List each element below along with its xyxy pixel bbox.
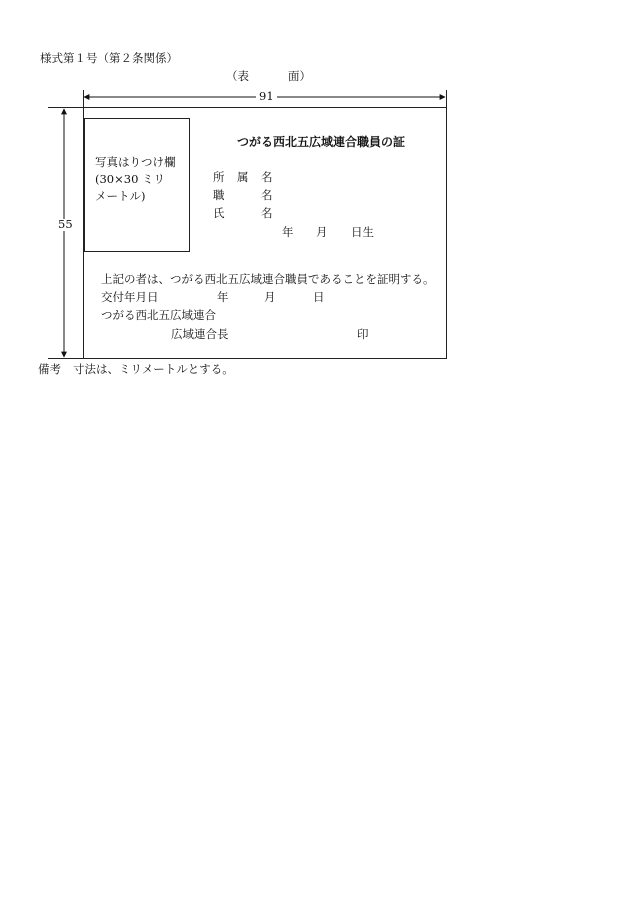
side-label-close: 面） <box>288 69 311 83</box>
photo-label-line2: (30×30 ミリ <box>95 172 166 186</box>
name-char-2: 名 <box>261 206 273 220</box>
seal-mark: 印 <box>357 327 369 341</box>
certification-text: 上記の者は、つがる西北五広域連合職員であることを証明する。 <box>101 272 435 286</box>
issuer-title: 広域連合長 <box>171 327 229 341</box>
form-number: 様式第１号（第２条関係） <box>40 51 178 65</box>
job-title-char-1: 職 <box>213 188 225 202</box>
side-label-open: （表 <box>226 69 249 83</box>
job-title-char-2: 名 <box>261 188 273 202</box>
card-title: つがる西北五広域連合職員の証 <box>237 135 406 149</box>
photo-label-line1: 写真はりつけ欄 <box>95 155 176 169</box>
issue-date-label: 交付年月日 <box>101 290 159 304</box>
affiliation-char-1: 所 <box>213 170 225 184</box>
issue-month: 月 <box>264 290 276 304</box>
affiliation-char-2: 属 <box>237 170 249 184</box>
birth-day: 日生 <box>351 225 374 239</box>
width-label: 91 <box>256 91 277 103</box>
note-label: 備考 <box>38 362 61 376</box>
issue-day: 日 <box>313 290 325 304</box>
birth-month: 月 <box>316 225 328 239</box>
height-label: 55 <box>55 219 76 231</box>
birth-year: 年 <box>282 225 294 239</box>
name-char-1: 氏 <box>213 206 225 220</box>
issuer-name: つがる西北五広域連合 <box>101 308 216 322</box>
note-text: 寸法は、ミリメートルとする。 <box>73 362 234 376</box>
issue-year: 年 <box>217 290 229 304</box>
photo-label-line3: メートル) <box>95 189 146 203</box>
affiliation-char-3: 名 <box>261 170 273 184</box>
